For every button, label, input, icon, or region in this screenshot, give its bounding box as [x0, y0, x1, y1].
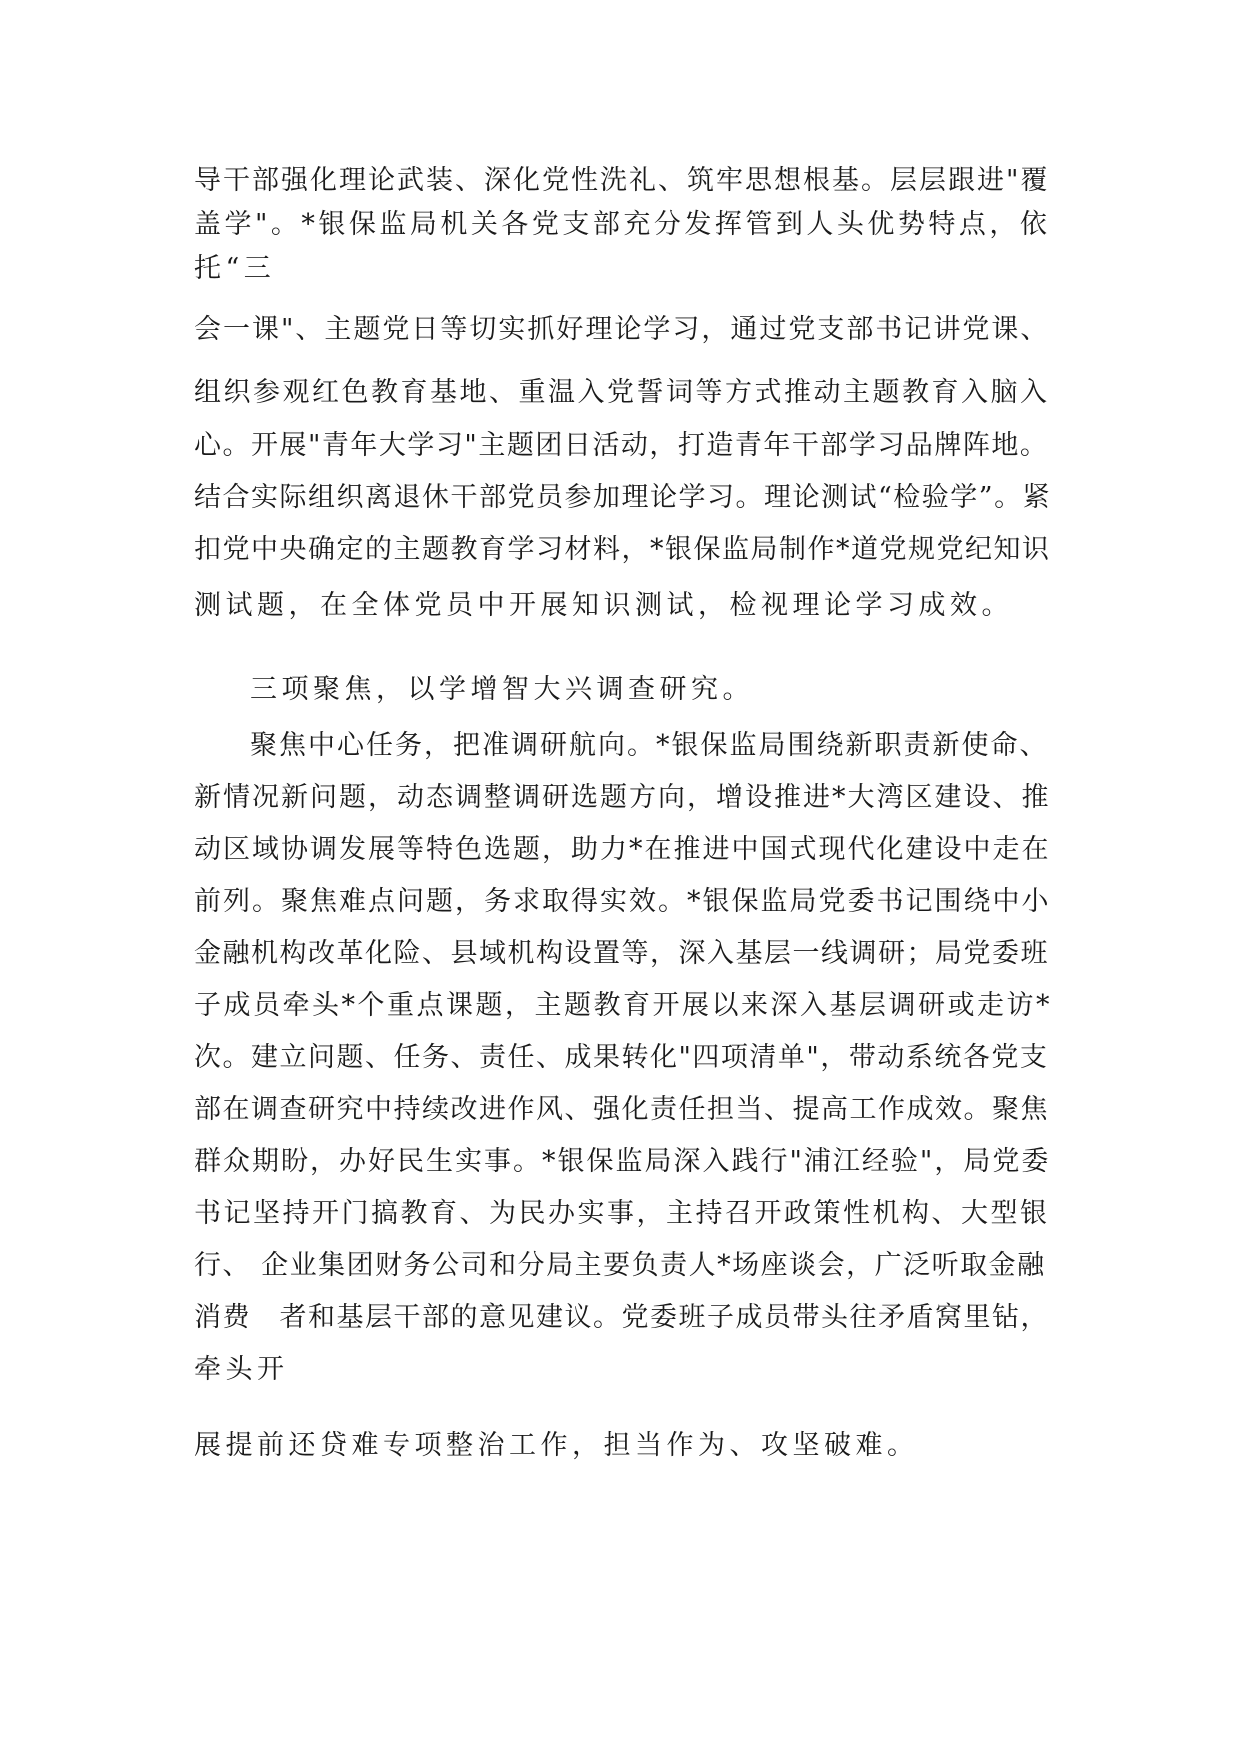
- text-line: 书记坚持开门搞教育、为民办实事，主持召开政策性机构、大型银: [194, 1198, 1050, 1229]
- text-line: 新情况新问题，动态调整调研选题方向，增设推进*大湾区建设、推: [194, 782, 1051, 813]
- text-line: 心。开展"青年大学习"主题团日活动，打造青年干部学习品牌阵地。: [194, 430, 1049, 461]
- text-line: 组织参观红色教育基地、重温入党誓词等方式推动主题教育入脑入: [194, 377, 1050, 408]
- text-line: 结合实际组织离退休干部党员参加理论学习。理论测试“检验学”。紧: [194, 482, 1052, 513]
- text-line: 行、 企业集团财务公司和分局主要负责人*场座谈会，广泛听取金融: [194, 1250, 1046, 1281]
- text-line: 展提前还贷难专项整治工作，担当作为、攻坚破难。: [194, 1430, 919, 1461]
- text-line: 会一课"、主题党日等切实抓好理论学习，通过党支部书记讲党课、: [194, 314, 1050, 345]
- text-line: 盖学"。*银保监局机关各党支部充分发挥管到人头优势特点，依: [194, 209, 1051, 240]
- text-line: 消费 者和基层干部的意见建议。党委班子成员带头往矛盾窝里钻，: [194, 1302, 1049, 1333]
- text-line: 动区域协调发展等特色选题，助力*在推进中国式现代化建设中走在: [194, 834, 1051, 865]
- text-line: 金融机构改革化险、县域机构设置等，深入基层一线调研；局党委班: [194, 938, 1049, 969]
- text-line: 牵头开: [194, 1354, 289, 1385]
- text-line: 托“三: [194, 253, 276, 284]
- text-line: 部在调查研究中持续改进作风、强化责任担当、提高工作成效。聚焦: [194, 1094, 1049, 1125]
- text-line: 次。建立问题、任务、责任、成果转化"四项清单"，带动系统各党支: [194, 1042, 1049, 1073]
- text-line: 导干部强化理论武装、深化党性洗礼、筑牢思想根基。层层跟进"覆: [194, 165, 1050, 196]
- text-line: 群众期盼，办好民生实事。*银保监局深入践行"浦江经验"，局党委: [194, 1146, 1051, 1177]
- text-line: 前列。聚焦难点问题，务求取得实效。*银保监局党委书记围绕中小: [194, 886, 1051, 917]
- text-line: 聚焦中心任务，把准调研航向。*银保监局围绕新职责新使命、: [250, 730, 1049, 761]
- section-heading: 三项聚焦，以学增智大兴调查研究。: [250, 674, 754, 705]
- text-line: 子成员牵头*个重点课题，主题教育开展以来深入基层调研或走访*: [194, 990, 1052, 1021]
- text-line: 扣党中央确定的主题教育学习材料，*银保监局制作*道党规党纪知识: [194, 534, 1051, 565]
- text-line: 测试题，在全体党员中开展知识测试，检视理论学习成效。: [194, 590, 1013, 621]
